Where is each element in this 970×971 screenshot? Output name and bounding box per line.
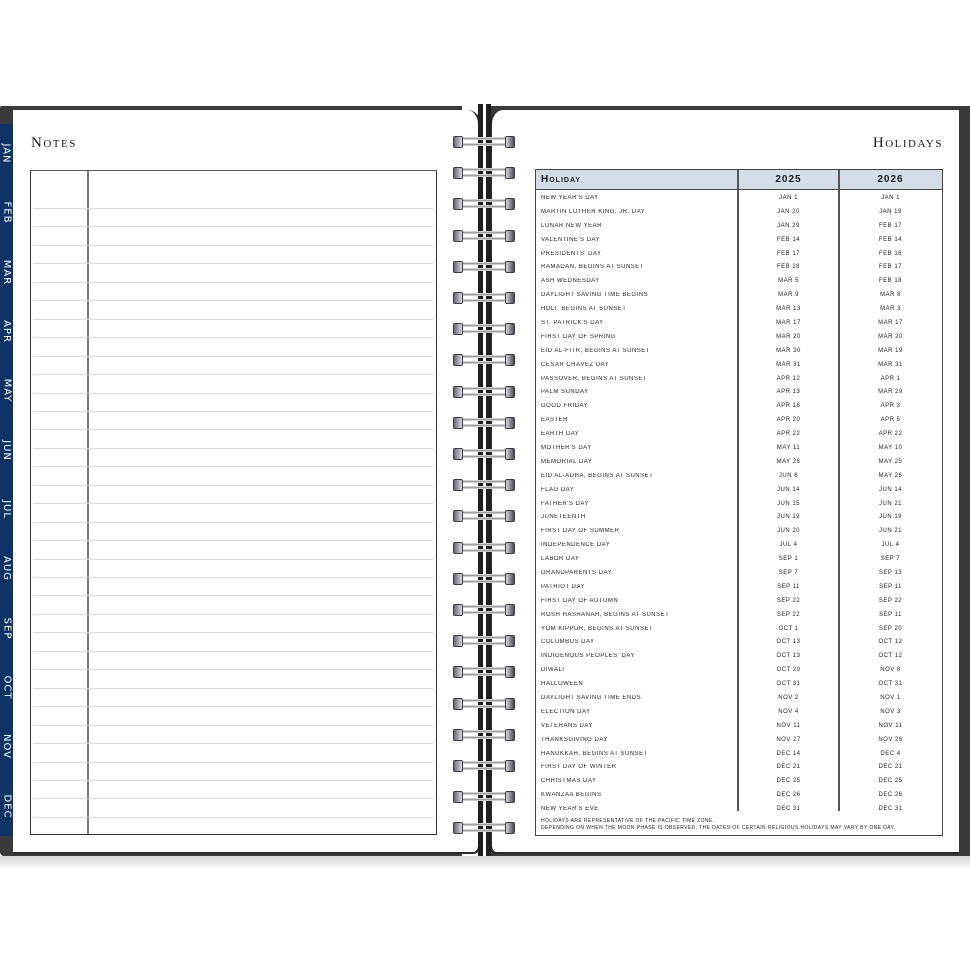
holiday-name: FLAG DAY [541, 486, 575, 493]
table-row [536, 636, 942, 650]
holiday-name: FIRST DAY OF SPRING [541, 333, 616, 340]
holiday-name: ST. PATRICK'S DAY [541, 319, 604, 326]
table-row [536, 469, 942, 483]
date-2025: JUN 15 [776, 500, 800, 507]
note-line [33, 448, 434, 449]
date-2025: MAR 31 [776, 361, 801, 368]
note-line [33, 226, 434, 227]
spiral-ring [453, 697, 515, 711]
spiral-ring [453, 291, 515, 305]
holiday-name: VALENTINE'S DAY [541, 236, 601, 243]
note-line [33, 300, 434, 301]
table-row [536, 358, 942, 372]
holidays-table [535, 169, 943, 836]
table-row [536, 219, 942, 233]
date-2025: APR 20 [776, 417, 801, 424]
month-tab-label: SEP [1, 617, 13, 640]
spiral-ring [453, 759, 515, 773]
month-tab-sep[interactable] [0, 599, 13, 658]
date-2026: FEB 14 [878, 236, 902, 243]
date-2026: MAR 31 [878, 361, 903, 368]
spiral-ring [453, 135, 515, 149]
date-2026: FEB 17 [878, 222, 902, 229]
date-2025: JUN 6 [778, 472, 799, 479]
spiral-ring [453, 478, 515, 492]
table-body [536, 191, 942, 816]
spiral-ring [453, 541, 515, 555]
date-2025: MAY 26 [776, 458, 801, 465]
date-2026: NOV 26 [878, 736, 903, 743]
table-row [536, 677, 942, 691]
date-2025: MAR 5 [778, 278, 799, 285]
table-row [536, 719, 942, 733]
notes-page [13, 110, 481, 854]
note-line [33, 762, 434, 763]
date-2025: NOV 4 [778, 708, 799, 715]
month-tab-may[interactable] [0, 361, 13, 420]
table-row [536, 733, 942, 747]
date-2025: JUN 20 [776, 528, 800, 535]
table-row [536, 580, 942, 594]
table-row [536, 788, 942, 802]
spiral-ring [453, 229, 515, 243]
date-2026: FEB 18 [878, 278, 902, 285]
table-row [536, 427, 942, 441]
date-2026: JUN 19 [878, 514, 902, 521]
date-2026: MAY 10 [878, 444, 903, 451]
table-row [536, 566, 942, 580]
date-2026: MAR 20 [878, 333, 903, 340]
note-line [33, 411, 434, 412]
spiral-ring [453, 385, 515, 399]
note-line [33, 669, 434, 670]
table-footnotes [541, 818, 938, 831]
month-tab-mar[interactable] [0, 243, 13, 302]
date-2025: FEB 17 [776, 250, 800, 257]
holiday-name: JUNETEENTH [541, 514, 586, 521]
month-tab-label: JUL [1, 500, 12, 520]
note-line [33, 374, 434, 375]
date-2025: OCT 1 [778, 625, 799, 632]
spiral-ring [453, 509, 515, 523]
month-tab-dec[interactable] [0, 777, 13, 836]
spiral-ring [453, 821, 515, 835]
note-line [33, 337, 434, 338]
holiday-name: NEW YEAR'S DAY [541, 194, 599, 201]
date-2026: MAY 26 [878, 472, 903, 479]
month-tab-feb[interactable] [0, 183, 13, 242]
month-tabs [0, 124, 13, 836]
note-line [33, 632, 434, 633]
date-2026: JAN 19 [879, 208, 902, 215]
month-tab-label: FEB [1, 202, 12, 224]
date-2025: NOV 2 [778, 695, 799, 701]
date-2025: NOV 27 [776, 736, 801, 743]
note-line [33, 263, 434, 264]
spiral-ring [453, 790, 515, 804]
date-2025: SEP 22 [776, 597, 801, 604]
note-line [33, 208, 434, 209]
table-row [536, 413, 942, 427]
month-tab-label: JAN [1, 143, 13, 164]
table-row [536, 344, 942, 358]
date-2026: DEC 25 [878, 778, 903, 785]
holiday-name: LUNAR NEW YEAR [541, 222, 602, 229]
holiday-name: THANKSGIVING DAY [541, 736, 608, 743]
date-2026: APR 5 [880, 417, 901, 424]
date-2025: JUN 14 [776, 486, 800, 493]
note-line [33, 503, 434, 504]
holiday-name: ROSH HASHANAH, BEGINS AT SUNSET [541, 611, 670, 618]
holiday-name: EASTER [541, 417, 569, 424]
note-line [33, 595, 434, 596]
date-2025: MAR 30 [776, 347, 801, 354]
month-tab-label: MAR [1, 259, 13, 286]
spiral-ring [453, 416, 515, 430]
table-row [536, 552, 942, 566]
date-2025: MAR 20 [776, 333, 801, 340]
table-row [536, 316, 942, 330]
date-2025: DEC 31 [776, 806, 801, 813]
date-2025: MAR 13 [776, 306, 801, 313]
table-row [536, 455, 942, 469]
date-2026: OCT 31 [878, 681, 903, 688]
date-2025: JAN 1 [779, 194, 798, 201]
spiral-ring [453, 260, 515, 274]
table-row [536, 774, 942, 788]
date-2026: DEC 21 [878, 764, 903, 771]
note-line [33, 522, 434, 523]
holiday-name: ELECTION DAY [541, 708, 591, 715]
date-2026: DEC 4 [880, 750, 901, 757]
table-row [536, 510, 942, 524]
date-2025: SEP 1 [778, 556, 799, 563]
spiral-ring [453, 166, 515, 180]
note-line [33, 429, 434, 430]
note-line [33, 559, 434, 560]
date-2026: NOV 1 [880, 695, 901, 701]
table-row [536, 288, 942, 302]
table-row [536, 761, 942, 775]
holiday-name: HANUKKAH, BEGINS AT SUNSET [541, 750, 648, 757]
month-tab-label: APR [1, 320, 13, 344]
table-row [536, 233, 942, 247]
date-2025: SEP 11 [777, 583, 800, 590]
month-tab-jul[interactable] [0, 480, 13, 539]
holiday-name: CHRISTMAS DAY [541, 778, 597, 785]
table-row [536, 649, 942, 663]
date-2026: JUN 21 [878, 528, 902, 535]
footnote: DEPENDING ON WHEN THE MOON PHASE IS OBSERVED, THE DATES OF CERTAIN RELIGIOUS HOLIDAYS MAY VARY BY ONE DAY. [541, 824, 896, 831]
spiral-ring [453, 197, 515, 211]
date-2025: DEC 14 [776, 750, 801, 757]
table-row [536, 538, 942, 552]
planner-shadow [0, 856, 970, 870]
note-line [33, 485, 434, 486]
note-line [33, 319, 434, 320]
table-row [536, 802, 942, 816]
page-title-holidays: Holidays [872, 135, 943, 151]
holiday-name: HOLI, BEGINS AT SUNSET [541, 306, 627, 313]
holiday-name: FATHER'S DAY [541, 500, 589, 507]
month-tab-oct[interactable] [0, 658, 13, 717]
table-row [536, 594, 942, 608]
notes-area[interactable] [30, 170, 437, 835]
table-header [536, 170, 942, 190]
month-tab-label: NOV [1, 734, 12, 760]
date-2025: APR 13 [776, 389, 801, 396]
date-2026: DEC 31 [878, 806, 903, 813]
note-line [33, 614, 434, 615]
date-2025: JUL 4 [779, 542, 798, 549]
note-line [33, 798, 434, 799]
table-row [536, 608, 942, 622]
date-2026: APR 22 [878, 431, 903, 438]
date-2026: JAN 1 [881, 194, 900, 201]
date-2026: MAR 29 [878, 389, 903, 396]
date-2025: MAY 11 [776, 444, 801, 451]
date-2026: SEP 11 [879, 611, 902, 618]
spiral-ring [453, 572, 515, 586]
spiral-ring [453, 634, 515, 648]
date-2026: APR 1 [880, 375, 901, 382]
holiday-name: KWANZAA BEGINS [541, 792, 602, 799]
note-line [33, 393, 434, 394]
holiday-name: COLUMBUS DAY [541, 639, 595, 646]
note-line [33, 282, 434, 283]
date-2025: JUN 19 [776, 514, 800, 521]
holiday-name: FIRST DAY OF AUTUMN [541, 597, 619, 604]
holiday-name: DIWALI [541, 667, 565, 674]
date-2026: MAY 25 [878, 458, 903, 465]
holiday-name: EID AL-ADHA, BEGINS AT SUNSET [541, 472, 654, 479]
holiday-name: FIRST DAY OF WINTER [541, 764, 617, 771]
note-line [33, 577, 434, 578]
date-2026: NOV 8 [880, 667, 901, 674]
date-2026: NOV 3 [880, 708, 901, 715]
table-row [536, 441, 942, 455]
table-row [536, 372, 942, 386]
holiday-name: PASSOVER, BEGINS AT SUNSET [541, 375, 648, 382]
month-tab-apr[interactable] [0, 302, 13, 361]
date-2026: OCT 12 [878, 653, 903, 660]
date-2026: FEB 17 [878, 264, 902, 271]
date-2026: MAR 19 [878, 347, 903, 354]
spiral-ring [453, 728, 515, 742]
table-row [536, 191, 942, 205]
date-2026: JUN 21 [878, 500, 902, 507]
holiday-name: GRANDPARENTS DAY [541, 569, 613, 576]
month-tab-nov[interactable] [0, 717, 13, 776]
date-2025: OCT 13 [776, 653, 801, 660]
header-2025: 2025 [775, 174, 802, 185]
holiday-name: YOM KIPPUR, BEGINS AT SUNSET [541, 625, 654, 632]
note-line [33, 817, 434, 818]
note-line [33, 725, 434, 726]
table-row [536, 663, 942, 677]
holiday-name: CÉSAR CHÁVEZ DAY [541, 361, 610, 368]
holiday-name: FIRST DAY OF SUMMER [541, 528, 620, 535]
date-2026: SEP 7 [880, 556, 901, 563]
month-tab-label: MAY [1, 379, 12, 403]
note-line [33, 651, 434, 652]
date-2025: FEB 28 [776, 264, 800, 271]
holidays-page [489, 110, 959, 854]
date-2026: OCT 12 [878, 639, 903, 646]
note-line [33, 706, 434, 707]
note-line [33, 743, 434, 744]
table-row [536, 385, 942, 399]
date-2025: DEC 25 [776, 778, 801, 785]
note-line [33, 466, 434, 467]
holiday-name: NEW YEAR'S EVE [541, 806, 599, 813]
holiday-name: HALLOWEEN [541, 681, 584, 688]
spiral-ring [453, 447, 515, 461]
page-title-notes: Notes [31, 135, 77, 151]
date-2026: DEC 26 [878, 792, 903, 799]
holiday-name: MOTHER'S DAY [541, 444, 592, 451]
date-2025: OCT 20 [776, 667, 801, 674]
table-row [536, 622, 942, 636]
table-row [536, 205, 942, 219]
spiral-ring [453, 322, 515, 336]
note-line [33, 688, 434, 689]
date-2025: JAN 29 [777, 222, 800, 229]
holiday-name: EID AL-FITR, BEGINS AT SUNSET [541, 347, 650, 354]
month-tab-jun[interactable] [0, 421, 13, 480]
holiday-name: VETERANS DAY [541, 722, 593, 729]
date-2026: APR 3 [880, 403, 901, 410]
month-tab-jan[interactable] [0, 124, 13, 183]
date-2025: OCT 31 [776, 681, 801, 688]
date-2025: DEC 26 [776, 792, 801, 799]
date-2026: SEP 22 [878, 597, 903, 604]
date-2025: SEP 7 [778, 569, 799, 576]
date-2026: MAR 8 [880, 292, 901, 299]
holiday-name: PRESIDENTS' DAY [541, 250, 602, 257]
table-row [536, 483, 942, 497]
spiral-ring [453, 353, 515, 367]
date-2026: FEB 16 [878, 250, 902, 257]
date-2025: OCT 13 [776, 639, 801, 646]
spiral-ring [453, 665, 515, 679]
date-2026: MAR 17 [878, 319, 903, 326]
note-line [33, 356, 434, 357]
table-row [536, 274, 942, 288]
header-2026: 2026 [877, 174, 904, 185]
table-row [536, 747, 942, 761]
holiday-name: MARTIN LUTHER KING, JR. DAY [541, 208, 646, 215]
date-2025: MAR 9 [778, 292, 799, 299]
date-2026: NOV 11 [878, 722, 903, 729]
holiday-name: GOOD FRIDAY [541, 403, 589, 410]
holiday-name: INDIGENOUS PEOPLES' DAY [541, 653, 635, 660]
date-2026: MAR 3 [880, 306, 901, 313]
holiday-name: ASH WEDNESDAY [541, 278, 600, 285]
date-2026: JUL 4 [881, 542, 900, 549]
holiday-name: INDEPENDENCE DAY [541, 542, 611, 549]
table-row [536, 330, 942, 344]
date-2026: SEP 11 [879, 583, 902, 590]
table-row [536, 524, 942, 538]
holiday-name: DAYLIGHT SAVING TIME ENDS [541, 695, 642, 701]
table-row [536, 705, 942, 719]
note-line [33, 245, 434, 246]
date-2025: NOV 11 [776, 722, 801, 729]
date-2026: SEP 13 [878, 569, 903, 576]
header-holiday: Holiday [541, 174, 582, 185]
note-line [33, 540, 434, 541]
table-row [536, 260, 942, 274]
table-row [536, 497, 942, 511]
date-2025: FEB 14 [776, 236, 800, 243]
holiday-name: MEMORIAL DAY [541, 458, 593, 465]
footnote: HOLIDAYS ARE REPRESENTATIVE OF THE PACIFIC TIME ZONE. [541, 818, 715, 824]
month-tab-label: OCT [1, 675, 12, 700]
holiday-name: LABOR DAY [541, 556, 580, 563]
spiral-ring [453, 603, 515, 617]
month-tab-aug[interactable] [0, 539, 13, 598]
date-2026: JUN 14 [878, 486, 902, 493]
table-row [536, 691, 942, 705]
holiday-name: EARTH DAY [541, 431, 580, 438]
table-row [536, 399, 942, 413]
month-tab-label: AUG [1, 556, 13, 582]
table-row [536, 247, 942, 261]
date-2025: APR 22 [776, 431, 801, 438]
date-2025: JAN 20 [777, 208, 800, 215]
table-row [536, 302, 942, 316]
date-2025: APR 18 [776, 403, 801, 410]
date-2025: MAR 17 [776, 319, 801, 326]
note-line [33, 780, 434, 781]
date-2025: APR 12 [776, 375, 801, 382]
month-tab-label: JUN [1, 439, 12, 461]
holiday-name: PATRIOT DAY [541, 583, 586, 590]
date-2025: SEP 22 [776, 611, 801, 618]
holiday-name: RAMADAN, BEGINS AT SUNSET [541, 264, 644, 271]
date-2026: SEP 20 [878, 625, 903, 632]
month-tab-label: DEC [1, 794, 13, 819]
holiday-name: DAYLIGHT SAVING TIME BEGINS [541, 292, 649, 299]
holiday-name: PALM SUNDAY [541, 389, 589, 396]
date-2025: DEC 21 [776, 764, 801, 771]
